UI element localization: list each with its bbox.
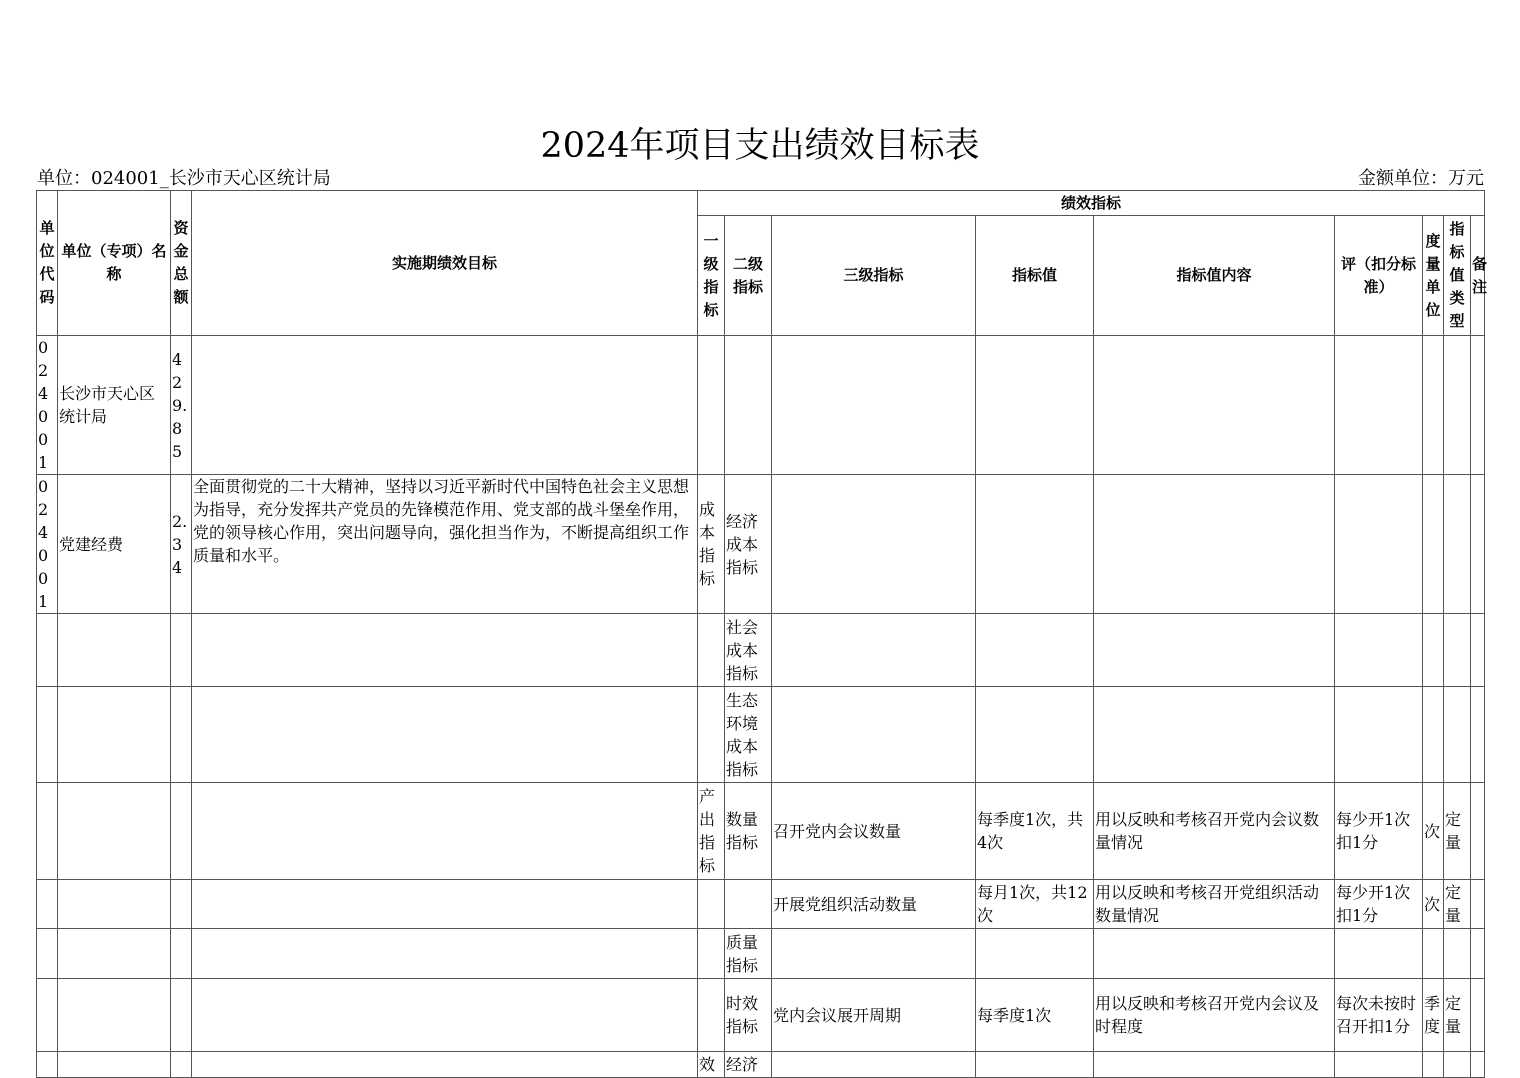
header-perf-indicators: 绩效指标	[698, 191, 1485, 216]
cell-goal	[192, 687, 698, 783]
cell-remark	[1471, 880, 1485, 929]
cell-unit-name	[58, 783, 171, 880]
cell-value-content: 用以反映和考核召开党组织活动数量情况	[1094, 880, 1335, 929]
cell-level1: 效	[698, 1052, 725, 1078]
cell-value-type	[1444, 614, 1471, 687]
cell-unit-name	[58, 880, 171, 929]
cell-measure-unit	[1423, 475, 1444, 614]
cell-value-content	[1094, 336, 1335, 475]
cell-scoring	[1335, 475, 1423, 614]
cell-value-type: 定量	[1444, 979, 1471, 1052]
cell-total-funds	[171, 687, 192, 783]
cell-unit-code: 024001	[37, 336, 58, 475]
cell-level1	[698, 880, 725, 929]
cell-unit-name	[58, 614, 171, 687]
cell-value: 每季度1次，共4次	[976, 783, 1094, 880]
header-value-content: 指标值内容	[1094, 216, 1335, 336]
cell-value-type	[1444, 929, 1471, 979]
cell-unit-code	[37, 880, 58, 929]
cell-level2: 时效指标	[725, 979, 772, 1052]
table-row	[37, 929, 1485, 979]
cell-value-type	[1444, 336, 1471, 475]
header-total-funds: 资金总额	[171, 191, 192, 336]
cell-unit-code	[37, 687, 58, 783]
page-title: 2024年项目支出绩效目标表	[540, 126, 980, 166]
cell-goal	[192, 979, 698, 1052]
cell-measure-unit	[1423, 1052, 1444, 1078]
cell-level1	[698, 687, 725, 783]
cell-value	[976, 929, 1094, 979]
cell-level2	[725, 336, 772, 475]
cell-value-type: 定量	[1444, 783, 1471, 880]
cell-scoring	[1335, 929, 1423, 979]
cell-unit-code	[37, 929, 58, 979]
cell-scoring	[1335, 687, 1423, 783]
cell-unit-name	[58, 979, 171, 1052]
cell-scoring	[1335, 614, 1423, 687]
cell-goal	[192, 614, 698, 687]
cell-scoring: 每少开1次扣1分	[1335, 783, 1423, 880]
table-row	[37, 979, 1485, 1052]
cell-measure-unit: 季度	[1423, 979, 1444, 1052]
cell-level2: 生态环境成本指标	[725, 687, 772, 783]
table-row	[37, 475, 1485, 614]
cell-total-funds	[171, 880, 192, 929]
cell-unit-code	[37, 614, 58, 687]
cell-unit-code	[37, 783, 58, 880]
cell-total-funds	[171, 979, 192, 1052]
table-row	[37, 880, 1485, 929]
cell-remark	[1471, 1052, 1485, 1078]
cell-remark	[1471, 336, 1485, 475]
cell-level1: 产出指标	[698, 783, 725, 880]
cell-remark	[1471, 475, 1485, 614]
header-scoring: 评（扣分标准）	[1335, 216, 1423, 336]
cell-total-funds	[171, 1052, 192, 1078]
table-row	[37, 1052, 1485, 1078]
cell-remark	[1471, 783, 1485, 880]
cell-value: 每月1次，共12次	[976, 880, 1094, 929]
cell-value	[976, 687, 1094, 783]
cell-total-funds: 2.34	[171, 475, 192, 614]
cell-level3: 召开党内会议数量	[772, 783, 976, 880]
cell-level1: 成本指标	[698, 475, 725, 614]
amount-unit-label: 金额单位：万元	[1358, 168, 1484, 189]
cell-level3	[772, 336, 976, 475]
cell-total-funds: 429.85	[171, 336, 192, 475]
header-level2: 二级指标	[725, 216, 772, 336]
cell-level3	[772, 687, 976, 783]
cell-level1	[698, 979, 725, 1052]
cell-goal	[192, 336, 698, 475]
cell-level2: 经济成本指标	[725, 475, 772, 614]
cell-remark	[1471, 614, 1485, 687]
cell-scoring: 每次未按时召开扣1分	[1335, 979, 1423, 1052]
cell-value-type: 定量	[1444, 880, 1471, 929]
cell-level1	[698, 614, 725, 687]
cell-unit-name	[58, 687, 171, 783]
cell-remark	[1471, 687, 1485, 783]
cell-value-content	[1094, 1052, 1335, 1078]
cell-level1	[698, 929, 725, 979]
cell-level3	[772, 475, 976, 614]
cell-unit-name: 党建经费	[58, 475, 171, 614]
cell-total-funds	[171, 783, 192, 880]
cell-unit-name	[58, 1052, 171, 1078]
header-level1: 一级指标	[698, 216, 725, 336]
header-remark: 备注	[1471, 216, 1485, 336]
cell-level1	[698, 336, 725, 475]
cell-measure-unit	[1423, 687, 1444, 783]
header-level3: 三级指标	[772, 216, 976, 336]
table-row	[37, 614, 1485, 687]
cell-value-type	[1444, 1052, 1471, 1078]
cell-measure-unit	[1423, 336, 1444, 475]
cell-value-content: 用以反映和考核召开党内会议数量情况	[1094, 783, 1335, 880]
header-measure-unit: 度量单位	[1423, 216, 1444, 336]
cell-scoring	[1335, 1052, 1423, 1078]
cell-level2: 社会成本指标	[725, 614, 772, 687]
cell-level2	[725, 880, 772, 929]
performance-goal-table	[36, 190, 1488, 1078]
cell-unit-name	[58, 929, 171, 979]
cell-measure-unit	[1423, 614, 1444, 687]
cell-goal	[192, 880, 698, 929]
cell-total-funds	[171, 929, 192, 979]
table-row	[37, 336, 1485, 475]
cell-value-type	[1444, 687, 1471, 783]
cell-level2: 质量指标	[725, 929, 772, 979]
cell-level3	[772, 614, 976, 687]
cell-value-content	[1094, 475, 1335, 614]
cell-remark	[1471, 929, 1485, 979]
cell-value-content	[1094, 614, 1335, 687]
cell-value-content	[1094, 687, 1335, 783]
cell-level3: 党内会议展开周期	[772, 979, 976, 1052]
cell-value: 每季度1次	[976, 979, 1094, 1052]
cell-unit-code	[37, 979, 58, 1052]
cell-unit-name: 长沙市天心区统计局	[58, 336, 171, 475]
unit-label: 单位：024001_长沙市天心区统计局	[37, 168, 331, 189]
cell-value-type	[1444, 475, 1471, 614]
header-value-type: 指标值类型	[1444, 216, 1471, 336]
cell-goal	[192, 929, 698, 979]
cell-unit-code	[37, 1052, 58, 1078]
cell-level3	[772, 929, 976, 979]
header-goal: 实施期绩效目标	[192, 191, 698, 336]
cell-value-content: 用以反映和考核召开党内会议及时程度	[1094, 979, 1335, 1052]
cell-goal	[192, 783, 698, 880]
header-unit-code: 单位代码	[37, 191, 58, 336]
cell-scoring	[1335, 336, 1423, 475]
cell-value	[976, 336, 1094, 475]
cell-unit-code: 024001	[37, 475, 58, 614]
cell-value-content	[1094, 929, 1335, 979]
cell-measure-unit: 次	[1423, 880, 1444, 929]
cell-remark	[1471, 979, 1485, 1052]
header-value: 指标值	[976, 216, 1094, 336]
cell-value	[976, 1052, 1094, 1078]
cell-measure-unit	[1423, 929, 1444, 979]
cell-level2: 经济	[725, 1052, 772, 1078]
cell-total-funds	[171, 614, 192, 687]
table-row	[37, 783, 1485, 880]
cell-value	[976, 475, 1094, 614]
cell-value	[976, 614, 1094, 687]
cell-measure-unit: 次	[1423, 783, 1444, 880]
cell-level3	[772, 1052, 976, 1078]
cell-goal: 全面贯彻党的二十大精神，坚持以习近平新时代中国特色社会主义思想为指导，充分发挥共产党员的先锋模范作用、党支部的战斗堡垒作用，党的领导核心作用，突出问题导向，强化担当作为，不断提高组织工作质量和水平。	[192, 475, 698, 614]
cell-level2: 数量指标	[725, 783, 772, 880]
table-row	[37, 687, 1485, 783]
cell-level3: 开展党组织活动数量	[772, 880, 976, 929]
cell-scoring: 每少开1次扣1分	[1335, 880, 1423, 929]
cell-goal	[192, 1052, 698, 1078]
header-unit-name: 单位（专项）名称	[58, 191, 171, 336]
